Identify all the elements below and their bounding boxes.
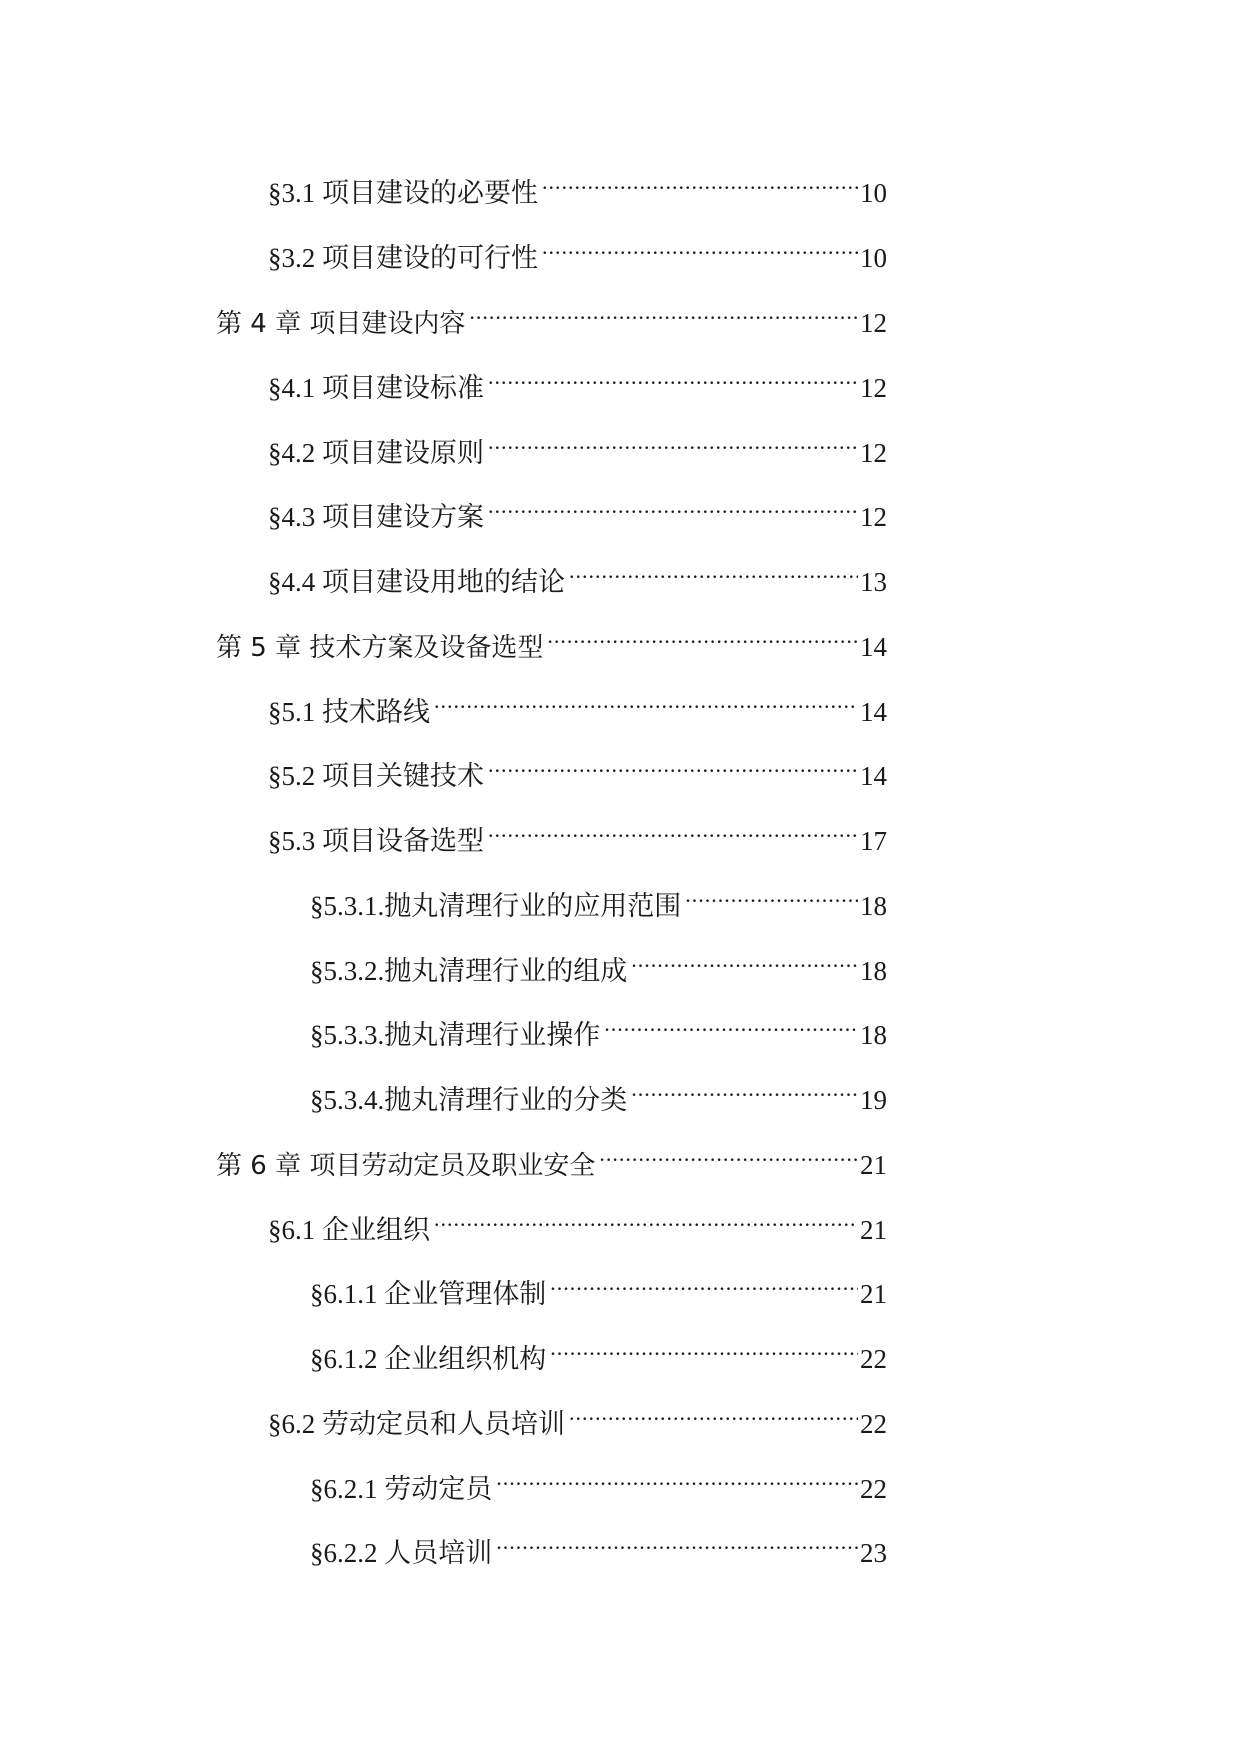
dot-leader bbox=[469, 292, 858, 332]
toc-entry-page: 21 bbox=[860, 1150, 887, 1180]
toc-entry-5-2[interactable] bbox=[268, 745, 887, 791]
toc-entry-label: §6.2.1 劳动定员 bbox=[310, 1474, 493, 1504]
toc-chapter-5[interactable] bbox=[216, 616, 887, 663]
toc-entry-5-3-3[interactable] bbox=[310, 1004, 887, 1050]
toc-entry-6-2[interactable] bbox=[268, 1393, 887, 1439]
toc-entry-label: §3.1 项目建设的必要性 bbox=[268, 178, 538, 208]
toc-entry-6-1-1[interactable] bbox=[310, 1263, 887, 1309]
toc-entry-label: §4.4 项目建设用地的结论 bbox=[268, 567, 565, 597]
toc-entry-label: §5.3 项目设备选型 bbox=[268, 826, 484, 856]
toc-entry-label: §6.2.2 人员培训 bbox=[310, 1538, 493, 1568]
toc-entry-page: 22 bbox=[860, 1474, 887, 1504]
toc-entry-page: 22 bbox=[860, 1409, 887, 1439]
toc-entry-page: 18 bbox=[860, 1020, 887, 1050]
toc-entry-page: 13 bbox=[860, 567, 887, 597]
toc-entry-3-2[interactable] bbox=[268, 227, 887, 273]
dot-leader bbox=[542, 162, 858, 202]
toc-entry-5-3-1[interactable] bbox=[310, 875, 887, 921]
dot-leader bbox=[604, 1004, 858, 1044]
toc-entry-page: 17 bbox=[860, 826, 887, 856]
toc-entry-page: 21 bbox=[860, 1215, 887, 1245]
toc-entry-5-3[interactable] bbox=[268, 810, 887, 856]
toc-entry-6-2-2[interactable] bbox=[310, 1522, 887, 1568]
toc-entry-page: 14 bbox=[860, 761, 887, 791]
toc-entry-5-3-4[interactable] bbox=[310, 1069, 887, 1115]
dot-leader bbox=[488, 357, 858, 397]
dot-leader bbox=[685, 875, 858, 915]
toc-entry-label: §6.1 企业组织 bbox=[268, 1215, 430, 1245]
toc-entry-page: 12 bbox=[860, 502, 887, 532]
toc-entry-page: 18 bbox=[860, 891, 887, 921]
toc-entry-page: 18 bbox=[860, 956, 887, 986]
dot-leader bbox=[496, 1522, 858, 1562]
dot-leader bbox=[550, 1328, 858, 1368]
toc-chapter-4[interactable] bbox=[216, 292, 887, 339]
toc-entry-label: §4.2 项目建设原则 bbox=[268, 438, 484, 468]
dot-leader bbox=[488, 745, 858, 785]
toc-entry-6-1-2[interactable] bbox=[310, 1328, 887, 1374]
toc-entry-label: §6.1.2 企业组织机构 bbox=[310, 1344, 547, 1374]
toc-entry-page: 23 bbox=[860, 1538, 887, 1568]
dot-leader bbox=[569, 1393, 858, 1433]
dot-leader bbox=[434, 1199, 858, 1239]
toc-entry-label: §4.1 项目建设标准 bbox=[268, 373, 484, 403]
dot-leader bbox=[488, 422, 858, 462]
toc-entry-label: §5.3.3.抛丸清理行业操作 bbox=[310, 1020, 601, 1050]
toc-entry-page: 14 bbox=[860, 697, 887, 727]
toc-entry-label: §5.3.1.抛丸清理行业的应用范围 bbox=[310, 891, 682, 921]
dot-leader bbox=[542, 227, 858, 267]
dot-leader bbox=[488, 810, 858, 850]
toc-entry-label: 第 5 章 技术方案及设备选型 bbox=[216, 633, 544, 663]
dot-leader bbox=[569, 551, 858, 591]
dot-leader bbox=[496, 1458, 858, 1498]
dot-leader bbox=[547, 616, 858, 656]
toc-entry-label: §5.1 技术路线 bbox=[268, 697, 430, 727]
toc-entry-5-3-2[interactable] bbox=[310, 940, 887, 986]
toc-entry-5-1[interactable] bbox=[268, 681, 887, 727]
toc-entry-6-2-1[interactable] bbox=[310, 1458, 887, 1504]
toc-entry-label: §3.2 项目建设的可行性 bbox=[268, 243, 538, 273]
toc-entry-page: 12 bbox=[860, 373, 887, 403]
toc-entry-label: §4.3 项目建设方案 bbox=[268, 502, 484, 532]
toc-entry-label: 第 6 章 项目劳动定员及职业安全 bbox=[216, 1151, 596, 1181]
toc-entry-4-3[interactable] bbox=[268, 486, 887, 532]
toc-entry-4-1[interactable] bbox=[268, 357, 887, 403]
toc-entry-label: §5.3.4.抛丸清理行业的分类 bbox=[310, 1085, 628, 1115]
toc-entry-page: 22 bbox=[860, 1344, 887, 1374]
dot-leader bbox=[434, 681, 858, 721]
toc-entry-4-4[interactable] bbox=[268, 551, 887, 597]
toc-entry-page: 10 bbox=[860, 178, 887, 208]
toc-entry-6-1[interactable] bbox=[268, 1199, 887, 1245]
dot-leader bbox=[599, 1134, 858, 1174]
dot-leader bbox=[631, 940, 858, 980]
toc-chapter-6[interactable] bbox=[216, 1134, 887, 1181]
toc-entry-page: 12 bbox=[860, 438, 887, 468]
toc-entry-label: §5.3.2.抛丸清理行业的组成 bbox=[310, 956, 628, 986]
toc-entry-page: 19 bbox=[860, 1085, 887, 1115]
dot-leader bbox=[488, 486, 858, 526]
toc-entry-label: §6.2 劳动定员和人员培训 bbox=[268, 1409, 565, 1439]
dot-leader bbox=[550, 1263, 858, 1303]
toc-entry-page: 10 bbox=[860, 243, 887, 273]
toc-entry-page: 21 bbox=[860, 1279, 887, 1309]
toc-entry-page: 12 bbox=[860, 308, 887, 338]
toc-entry-label: 第 4 章 项目建设内容 bbox=[216, 309, 466, 339]
toc-entry-4-2[interactable] bbox=[268, 422, 887, 468]
toc-entry-label: §6.1.1 企业管理体制 bbox=[310, 1279, 547, 1309]
toc-entry-page: 14 bbox=[860, 632, 887, 662]
toc-entry-3-1[interactable] bbox=[268, 162, 887, 208]
toc-entry-label: §5.2 项目关键技术 bbox=[268, 761, 484, 791]
dot-leader bbox=[631, 1069, 858, 1109]
